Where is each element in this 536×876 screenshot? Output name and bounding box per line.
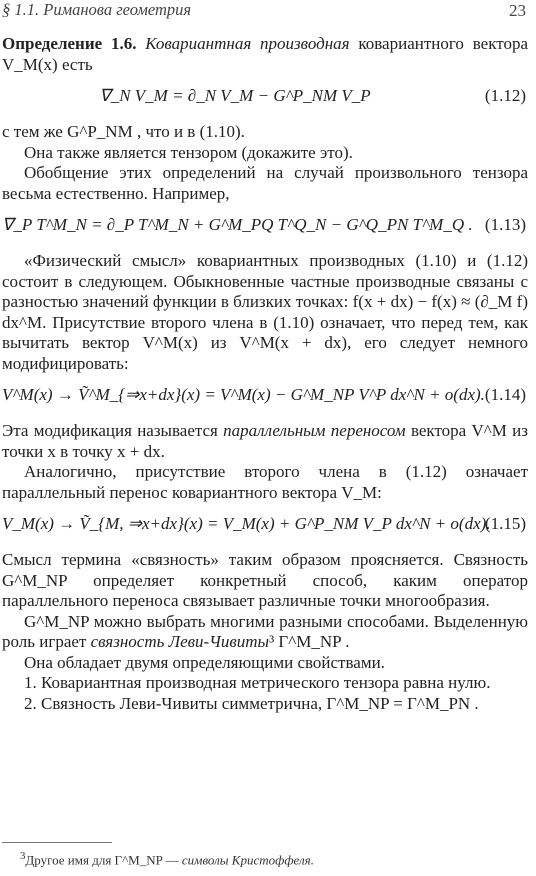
paragraph: Она обладает двумя определяющими свойствами. [24,652,385,672]
footnote-marker: 3 [20,850,26,862]
paragraph: Аналогично, присутствие второго члена в (1.12) означает параллельный перенос ковариантного вектора V_M: [2,462,528,502]
paragraph [2,612,528,653]
running-header [2,0,528,26]
equation-number: (1.12) [484,86,526,105]
paragraph: Она также является тензором (докажите это). [24,142,353,162]
paragraph [2,421,528,462]
equation-number: (1.13) [484,215,526,234]
footnote-divider [2,842,112,843]
text-run: Эта модификация называется [2,421,224,440]
definition-term: Ковариантная производная [145,34,350,53]
definition-text: ковариантного вектора V_M(x) есть [2,34,528,74]
text-run: ³ Γ^M_NP . [269,632,350,651]
page-body [2,34,528,714]
footnote [20,850,314,868]
page-number: 23 [509,1,526,20]
equation-1-14 [2,385,528,409]
paragraph: Смысл термина «связность» таким образом проясняется. Связность G^M_NP определяет конкретный способ, каким оператор параллельного переноса связывает различные точки многообразия. [2,550,528,610]
equation-number: (1.15) [484,514,526,533]
equation-formula: ∇_P T^M_N = ∂_P T^M_N + G^M_PQ T^Q_N − G^Q_PN T^M_Q . [2,215,473,234]
emphasis-term: связность Леви-Чивиты [90,632,270,651]
definition-paragraph [2,34,528,75]
equation-formula: V^M(x) → Ṽ^M_{⇒x+dx}(x) = V^M(x) − G^M_NP V^P dx^N + o(dx). [2,385,485,404]
definition-label: Определение 1.6. [2,34,137,53]
equation-number: (1.14) [484,385,526,404]
footnote-emphasis: символы Кристоффеля. [181,852,314,868]
paragraph: Обобщение этих определений на случай произвольного тензора весьма естественно. Например, [2,163,528,203]
paragraph: с тем же G^P_NM , что и в (1.10). [2,122,245,141]
paragraph: «Физический смысл» ковариантных производных (1.10) и (1.12) состоит в следующем. Обыкновенные частные производные связаны с разностью значений функции в близких точках: f(x + dx) − f(x) ≈ (∂_M f) dx^M. Присутствие второго члена в (1.10) означает, что перед тем, как вычитать вектор V^M(x) из V^M(x + dx), его следует немного модифицировать: [2,251,528,373]
text-run: G^M_NP можно выбрать многими разными способами. Выделенную роль играет [2,611,528,651]
list-item: 1. Ковариантная производная метрического тензора равна нулю. [24,673,491,692]
text-run: вектора V^M из точки x в точку x + dx. [2,421,528,461]
equation-1-15 [2,514,528,538]
equation-1-12 [2,86,528,110]
equation-formula: ∇_N V_M = ∂_N V_M − G^P_NM V_P [99,86,371,105]
footnote-text: Другое имя для Γ^M_NP — [25,852,182,868]
emphasis-term: параллельным переносом [223,421,406,440]
section-title: § 1.1. Риманова геометрия [2,0,192,19]
list-item: 2. Связность Леви-Чивиты симметрична, Γ^M_NP = Γ^M_PN . [24,693,479,713]
equation-1-13 [2,215,528,239]
equation-formula: V_M(x) → Ṽ_{M, ⇒x+dx}(x) = V_M(x) + G^P_NM V_P dx^N + o(dx). [2,514,491,533]
